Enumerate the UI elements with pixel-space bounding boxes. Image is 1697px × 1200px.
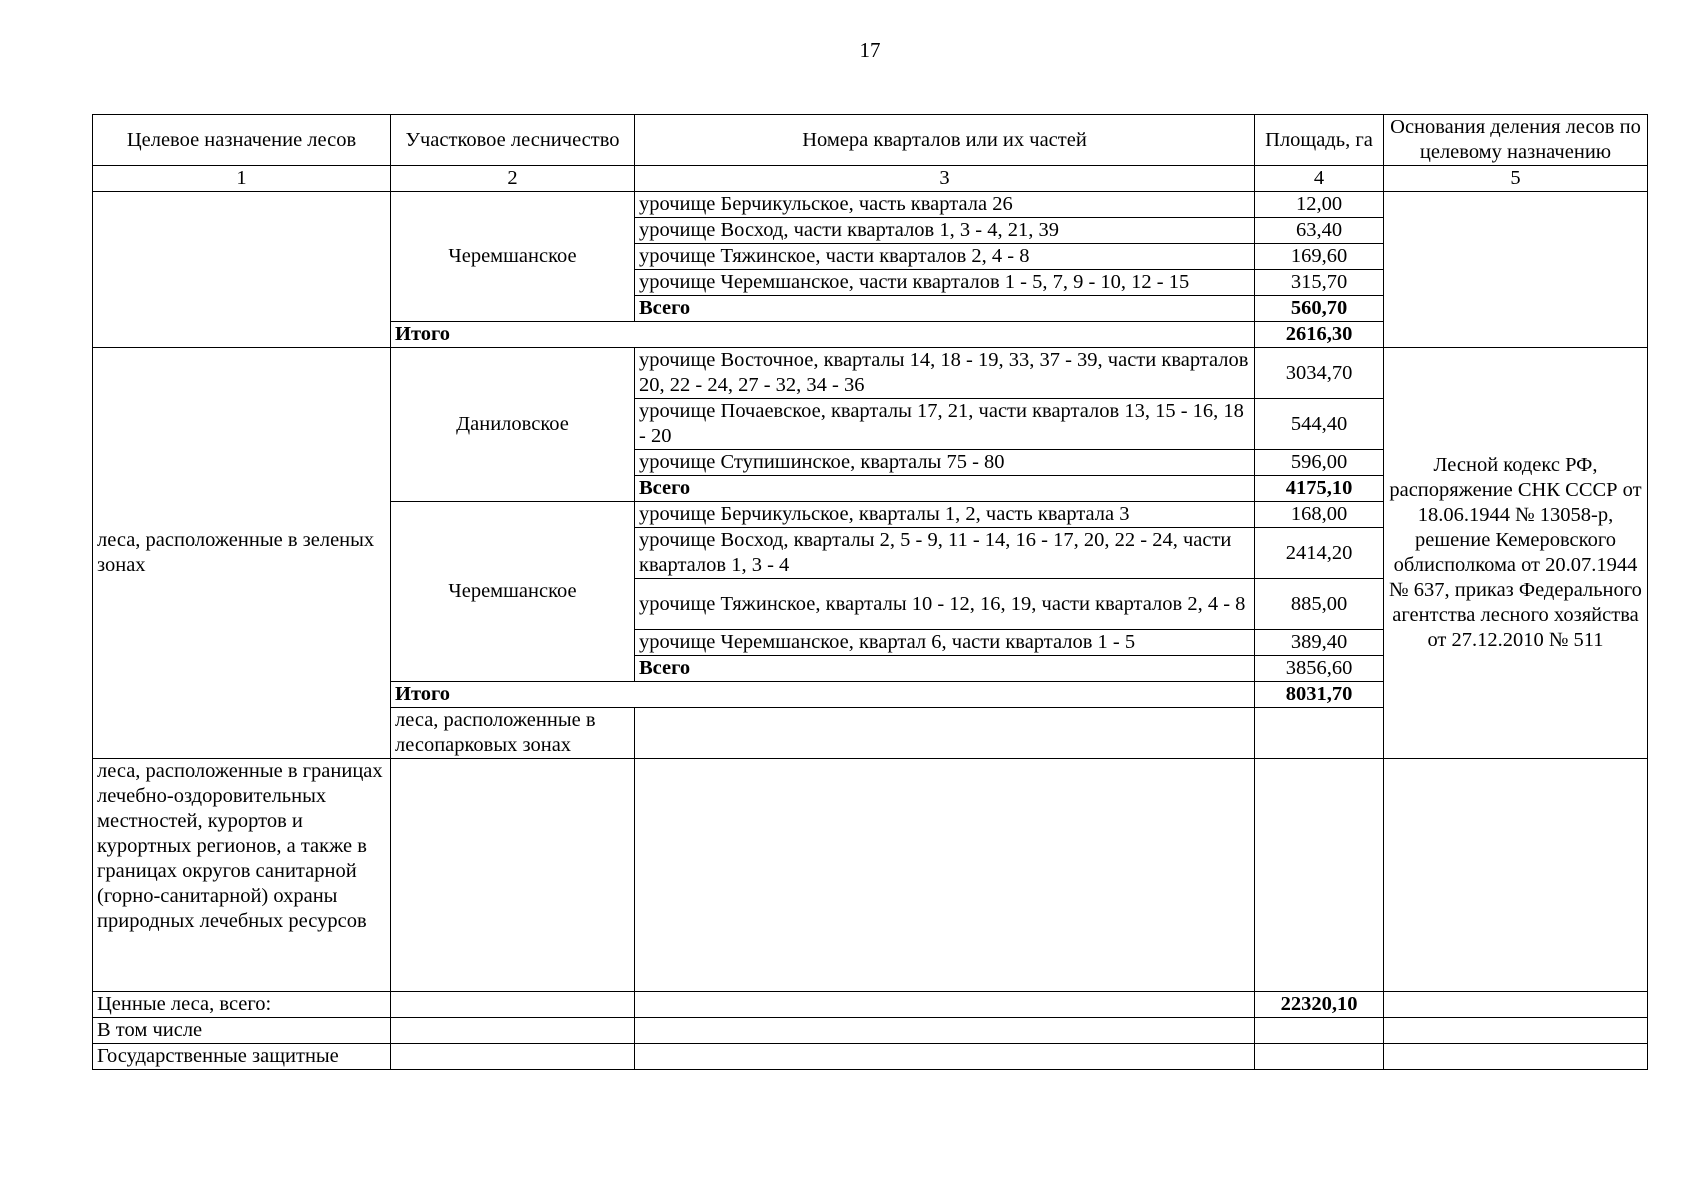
area-cell: 596,00: [1255, 450, 1384, 476]
itogo-label: Итого: [391, 682, 1255, 708]
quarters-cell: урочище Почаевское, кварталы 17, 21, части кварталов 13, 15 - 16, 18 - 20: [635, 399, 1255, 450]
forestry-cell: Черемшанское: [391, 192, 635, 322]
empty-cell: [1384, 1044, 1648, 1070]
itogo-area: 8031,70: [1255, 682, 1384, 708]
forest-purpose-table: [92, 114, 1648, 1070]
quarters-cell: урочище Восточное, кварталы 14, 18 - 19, 33, 37 - 39, части кварталов 20, 22 - 24, 27 - 32, 34 - 36: [635, 348, 1255, 399]
purpose-cell-empty: [93, 192, 391, 348]
empty-cell: [1255, 1044, 1384, 1070]
quarters-cell: урочище Ступишинское, кварталы 75 - 80: [635, 450, 1255, 476]
area-cell: 168,00: [1255, 502, 1384, 528]
header-purpose: Целевое назначение лесов: [93, 115, 391, 166]
area-cell: 544,40: [1255, 399, 1384, 450]
area-cell: 12,00: [1255, 192, 1384, 218]
page-number: 17: [859, 38, 881, 62]
empty-cell: [1255, 759, 1384, 992]
empty-cell: [635, 1018, 1255, 1044]
header-area: Площадь, га: [1255, 115, 1384, 166]
empty-cell: [391, 992, 635, 1018]
including-row: [93, 1018, 1648, 1044]
header-row: [93, 115, 1648, 166]
column-number: 3: [635, 166, 1255, 192]
including-label: В том числе: [93, 1018, 391, 1044]
area-cell: 2414,20: [1255, 528, 1384, 579]
forestry-cell: Даниловское: [391, 348, 635, 502]
empty-cell: [1384, 992, 1648, 1018]
column-number-row: [93, 166, 1648, 192]
state-protective-label: Государственные защитные: [93, 1044, 391, 1070]
quarters-cell: урочище Берчикульское, часть квартала 26: [635, 192, 1255, 218]
table-row: [93, 192, 1648, 218]
quarters-cell: урочище Тяжинское, части кварталов 2, 4 - 8: [635, 244, 1255, 270]
area-cell: 3034,70: [1255, 348, 1384, 399]
empty-cell: [391, 1044, 635, 1070]
empty-cell: [1384, 759, 1648, 992]
basis-cell: Лесной кодекс РФ, распоряжение СНК СССР от 18.06.1944 № 13058-р, решение Кемеровского облисполкома от 20.07.1944 № 637, приказ Федерального агентства лесного хозяйства от 27.12.2010 № 511: [1384, 348, 1648, 759]
quarters-cell: урочище Берчикульское, кварталы 1, 2, часть квартала 3: [635, 502, 1255, 528]
valuable-area: 22320,10: [1255, 992, 1384, 1018]
area-cell: 885,00: [1255, 579, 1384, 630]
area-cell: 389,40: [1255, 630, 1384, 656]
empty-cell: [635, 708, 1255, 759]
empty-cell: [391, 759, 635, 992]
column-number: 2: [391, 166, 635, 192]
empty-cell: [635, 759, 1255, 992]
empty-cell: [635, 992, 1255, 1018]
total-area: 4175,10: [1255, 476, 1384, 502]
total-label: Всего: [635, 296, 1255, 322]
quarters-cell: урочище Восход, части кварталов 1, 3 - 4, 21, 39: [635, 218, 1255, 244]
area-cell: 169,60: [1255, 244, 1384, 270]
forestry-cell: Черемшанское: [391, 502, 635, 682]
header-quarters: Номера кварталов или их частей: [635, 115, 1255, 166]
purpose-cell: леса, расположенные в границах лечебно-оздоровительных местностей, курортов и курортных регионов, а также в границах округов санитарной (горно-санитарной) охраны природных лечебных ресурсов: [93, 759, 391, 992]
basis-cell-empty: [1384, 192, 1648, 348]
column-number: 4: [1255, 166, 1384, 192]
quarters-cell: урочище Восход, кварталы 2, 5 - 9, 11 - 14, 16 - 17, 20, 22 - 24, части кварталов 1, 3 - 4: [635, 528, 1255, 579]
empty-cell: [635, 1044, 1255, 1070]
valuable-total-row: [93, 992, 1648, 1018]
header-basis: Основания деления лесов по целевому назначению: [1384, 115, 1648, 166]
table-row: [93, 348, 1648, 399]
empty-cell: [391, 1018, 635, 1044]
empty-cell: [1255, 1018, 1384, 1044]
total-area: 560,70: [1255, 296, 1384, 322]
itogo-label: Итого: [391, 322, 1255, 348]
valuable-label: Ценные леса, всего:: [93, 992, 391, 1018]
state-protective-row: [93, 1044, 1648, 1070]
empty-cell: [1384, 1018, 1648, 1044]
quarters-cell: урочище Черемшанское, части кварталов 1 - 5, 7, 9 - 10, 12 - 15: [635, 270, 1255, 296]
quarters-cell: урочище Черемшанское, квартал 6, части кварталов 1 - 5: [635, 630, 1255, 656]
header-forestry: Участковое лесничество: [391, 115, 635, 166]
area-cell: 63,40: [1255, 218, 1384, 244]
column-number: 5: [1384, 166, 1648, 192]
total-label: Всего: [635, 476, 1255, 502]
purpose-cell: леса, расположенные в лесопарковых зонах: [391, 708, 635, 759]
column-number: 1: [93, 166, 391, 192]
table-row: [93, 759, 1648, 992]
purpose-cell: леса, расположенные в зеленых зонах: [93, 348, 391, 759]
total-area: 3856,60: [1255, 656, 1384, 682]
total-label: Всего: [635, 656, 1255, 682]
quarters-cell: урочище Тяжинское, кварталы 10 - 12, 16, 19, части кварталов 2, 4 - 8: [635, 579, 1255, 630]
empty-cell: [1255, 708, 1384, 759]
itogo-area: 2616,30: [1255, 322, 1384, 348]
area-cell: 315,70: [1255, 270, 1384, 296]
